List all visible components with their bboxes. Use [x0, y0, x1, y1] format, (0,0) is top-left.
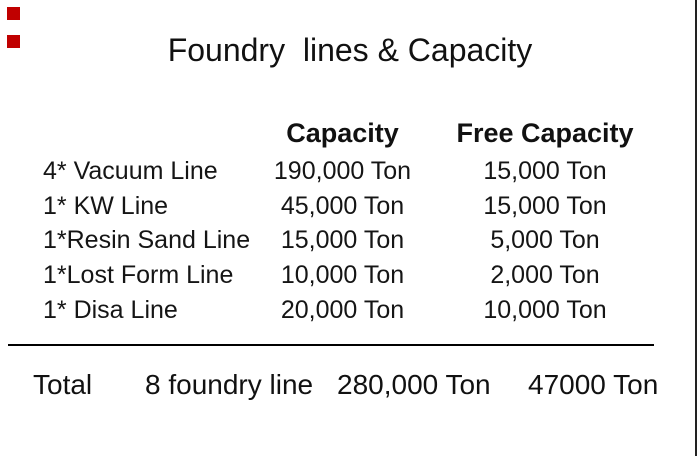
row-capacity-value: 190,000 Ton [273, 156, 412, 185]
total-line-count: 8 foundry line [145, 369, 314, 400]
total-free-capacity-value: 47000 Ton [528, 369, 659, 400]
row-label: 1* Disa Line [43, 296, 178, 325]
column-header-free-capacity: Free Capacity [456, 117, 634, 148]
column-header-blank [0, 112, 240, 154]
page-title: Foundry lines & Capacity [167, 32, 533, 68]
row-free-capacity-value: 2,000 Ton [490, 261, 600, 290]
row-label: 4* Vacuum Line [43, 156, 218, 185]
row-free-capacity-value: 5,000 Ton [490, 226, 600, 255]
row-label: 1*Resin Sand Line [43, 226, 251, 255]
row-free-capacity-value: 15,000 Ton [483, 156, 607, 185]
row-free-capacity-value: 10,000 Ton [483, 296, 607, 325]
right-border-line [695, 0, 697, 456]
divider-line [8, 344, 654, 346]
row-capacity-value: 10,000 Ton [280, 261, 405, 290]
total-capacity-value: 280,000 Ton [337, 369, 491, 400]
row-label: 1*Lost Form Line [43, 261, 234, 290]
red-square-icon [7, 7, 20, 20]
total-label: Total [33, 369, 93, 400]
row-capacity-value: 15,000 Ton [280, 226, 405, 255]
row-label: 1* KW Line [43, 191, 169, 220]
row-free-capacity-value: 15,000 Ton [483, 191, 607, 220]
total-row [0, 369, 700, 401]
row-capacity-value: 45,000 Ton [280, 191, 405, 220]
row-capacity-value: 20,000 Ton [280, 296, 405, 325]
column-header-capacity: Capacity [286, 117, 399, 148]
capacity-table [0, 112, 645, 328]
